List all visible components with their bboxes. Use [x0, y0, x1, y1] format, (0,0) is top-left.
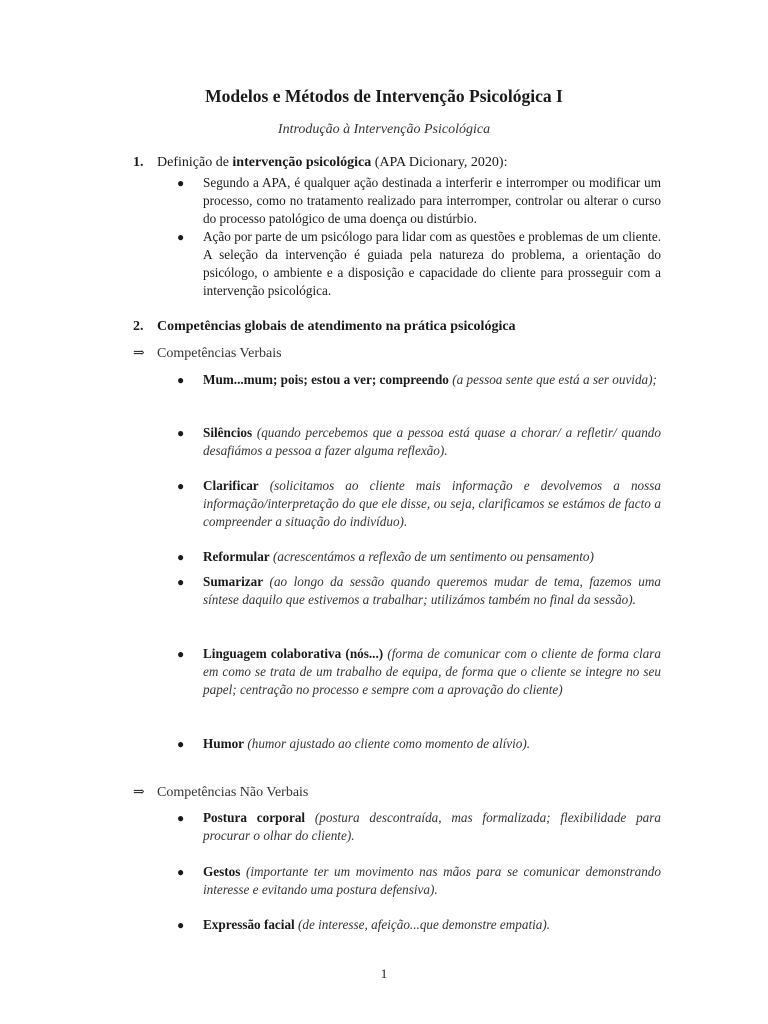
item-term: Gestos: [203, 864, 241, 879]
bullet-icon: ●: [177, 426, 185, 440]
document-title: Modelos e Métodos de Intervenção Psicológica I: [205, 86, 563, 106]
list-item: [177, 573, 661, 609]
bullet-icon: ●: [177, 575, 185, 589]
section-2-number: 2.: [133, 319, 144, 334]
list-item: [177, 735, 661, 753]
section-1-number: 1.: [133, 155, 144, 170]
item-term: Mum...mum; pois; estou a ver; compreendo: [203, 372, 449, 387]
list-item: [177, 477, 661, 531]
page-number: 1: [380, 966, 388, 981]
item-description: (humor ajustado ao cliente como momento de alívio).: [244, 736, 531, 751]
list-item: [177, 424, 661, 460]
list-item-text: Ação por parte de um psicólogo para lidar com as questões e problemas de um cliente. A seleção da intervenção é guiada pela natureza do problema, a orientação do psicólogo, o ambiente e a disposição e capacidade do cliente para prosseguir com a intervenção psicológica.: [203, 229, 661, 298]
list-item: [177, 174, 661, 228]
nonverbal-heading: [133, 784, 308, 801]
item-description: (acrescentámos a reflexão de um sentimento ou pensamento): [269, 549, 594, 564]
list-item: [177, 228, 661, 300]
bullet-icon: ●: [177, 373, 185, 387]
list-item: [177, 863, 661, 899]
bullet-icon: ●: [177, 230, 185, 244]
section-2-title: Competências globais de atendimento na prática psicológica: [157, 319, 516, 334]
verbal-heading: [133, 345, 282, 362]
bullet-icon: ●: [177, 737, 185, 751]
item-description: (ao longo da sessão quando queremos mudar de tema, fazemos uma síntese daquilo que estivemos a trabalhar; utilizámos também no final da sessão).: [203, 574, 661, 607]
list-item: [177, 548, 661, 566]
item-description: (solicitamos ao cliente mais informação e devolvemos a nossa informação/interpretação do que ele disse, ou seja, clarificamos se estámos de facto a compreender a situação do indivíduo).: [203, 478, 661, 529]
list-item: [177, 645, 661, 699]
item-term: Expressão facial: [203, 917, 295, 932]
section-1-term: intervenção psicológica: [232, 155, 372, 170]
item-description: (postura descontraída, mas formalizada; flexibilidade para procurar o olhar do cliente).: [203, 810, 662, 843]
item-description: (importante ter um movimento nas mãos para se comunicar demonstrando interesse e evitando uma postura defensiva).: [203, 864, 661, 897]
list-item: [177, 916, 661, 934]
list-item: [177, 371, 661, 389]
item-term: Clarificar: [203, 478, 259, 493]
arrow-right-icon: ⇒: [133, 346, 145, 361]
bullet-icon: ●: [177, 550, 185, 564]
item-description: (quando percebemos que a pessoa está quase a chorar/ a refletir/ quando desafiámos a pessoa a fazer alguma reflexão).: [203, 425, 661, 458]
list-item-text: Segundo a APA, é qualquer ação destinada a interferir e interromper ou modificar um processo, como no tratamento realizado para interromper, controlar ou alterar o curso do processo patológico de uma doença ou distúrbio.: [203, 175, 661, 226]
section-1-post: (APA Dicionary, 2020):: [371, 155, 508, 170]
bullet-icon: ●: [177, 647, 185, 661]
item-term: Linguagem colaborativa (nós...): [203, 646, 384, 661]
item-description: (de interesse, afeição...que demonstre empatia).: [294, 917, 551, 932]
item-term: Reformular: [203, 549, 270, 564]
item-term: Postura corporal: [203, 810, 306, 825]
document-subtitle: Introdução à Intervenção Psicológica: [277, 122, 491, 137]
item-term: Humor: [203, 736, 245, 751]
verbal-heading-label: Competências Verbais: [157, 346, 282, 361]
list-item: [177, 809, 661, 845]
section-2-heading: [133, 319, 516, 335]
item-description: (a pessoa sente que está a ser ouvida);: [448, 372, 657, 387]
bullet-icon: ●: [177, 865, 185, 879]
bullet-icon: ●: [177, 176, 185, 190]
item-term: Silêncios: [203, 425, 253, 440]
item-term: Sumarizar: [203, 574, 264, 589]
item-description: (forma de comunicar com o cliente de forma clara em como se trata de um trabalho de equipa, de forma que o cliente se integre no seu papel; centração no processo e sempre com a aprovação do cliente): [203, 646, 662, 697]
section-1-pre: Definição de: [157, 155, 233, 170]
bullet-icon: ●: [177, 811, 185, 825]
arrow-right-icon: ⇒: [133, 785, 145, 800]
bullet-icon: ●: [177, 479, 185, 493]
bullet-icon: ●: [177, 918, 185, 932]
section-1-heading: [133, 155, 507, 171]
nonverbal-heading-label: Competências Não Verbais: [157, 785, 309, 800]
